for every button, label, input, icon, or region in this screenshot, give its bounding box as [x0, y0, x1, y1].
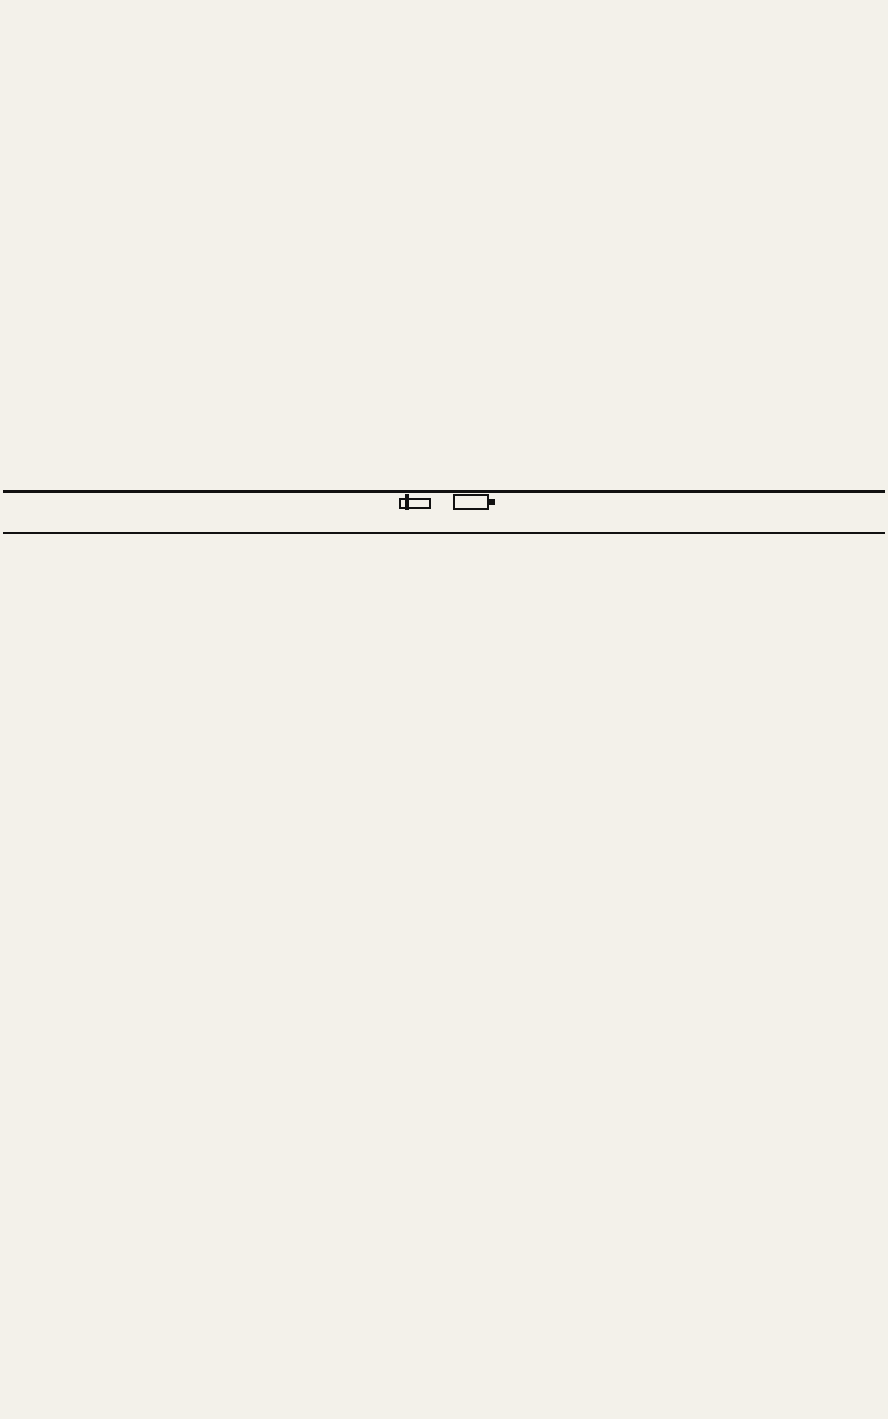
hammer-icon	[399, 493, 433, 511]
saw-icon	[453, 494, 489, 510]
home-service-guide-banner	[3, 490, 885, 534]
help-wanted-section	[3, 14, 885, 482]
service-guide-section	[3, 540, 885, 1417]
running-header	[3, 2, 885, 12]
